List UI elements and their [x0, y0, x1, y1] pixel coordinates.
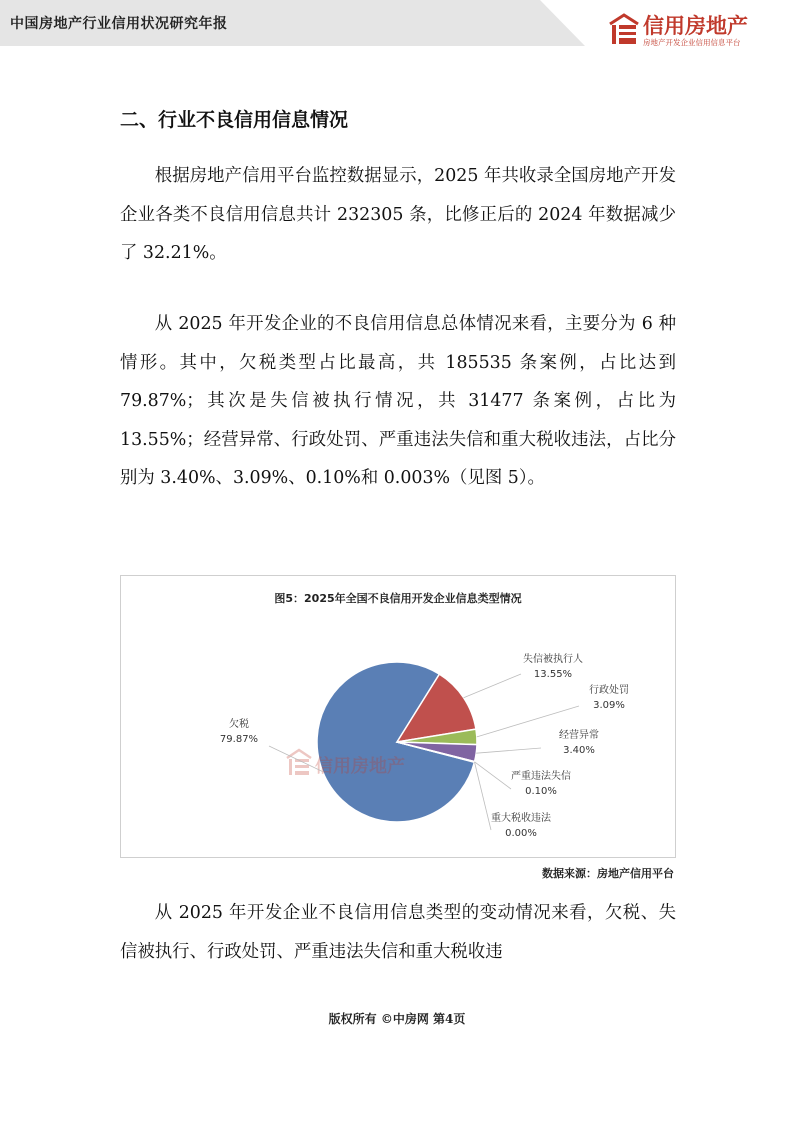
section-title: 二、行业不良信用信息情况	[120, 109, 349, 131]
logo-name: 信用房地产	[643, 14, 748, 38]
paragraph-2: 从 2025 年开发企业的不良信用信息总体情况来看，主要分为 6 种情形。其中，欠税类型占比最高，共 185535 条案例，占比达到 79.87%；其次是失信被执行情况，共 31477 条案例，占比为 13.55%；经营异常、行政处罚、严重违法失信和重大税收违法，占比分别为 3.40%、3.09%、0.10%和 0.003%（见图 5）。	[120, 314, 676, 488]
slice-name-label-2: 失信被执行人	[523, 654, 583, 665]
slice-value-label-5: 0.10%	[525, 786, 557, 797]
slice-name-label-6: 重大税收违法	[491, 813, 551, 824]
data-source: 数据来源：房地产信用平台	[542, 867, 674, 880]
chart-watermark: 信用房地产	[315, 756, 405, 777]
paragraph-1: 根据房地产信用平台监控数据显示，2025 年共收录全国房地产开发企业各类不良信用信息共计 232305 条，比修正后的 2024 年数据减少了 32.21%。	[120, 166, 676, 263]
slice-value-label-4: 3.40%	[563, 745, 595, 756]
slice-name-label-4: 经营异常	[559, 730, 599, 741]
chart-title: 图5：2025年全国不良信用开发企业信息类型情况	[274, 592, 522, 605]
slice-value-label-1: 79.87%	[219, 734, 259, 745]
slice-name-label-3: 行政处罚	[589, 685, 629, 696]
page-footer: 版权所有 ©中房网 第4页	[328, 1012, 466, 1026]
leader-line-2	[464, 674, 521, 698]
paragraph-3: 从 2025 年开发企业不良信用信息类型的变动情况来看，欠税、失信被执行、行政处罚、严重违法失信和重大税收违	[120, 903, 676, 962]
leader-line-4	[476, 748, 541, 753]
page-header	[0, 0, 794, 46]
pie-chart	[121, 576, 677, 859]
watermark-logo-icon	[287, 750, 311, 775]
figure-5	[120, 575, 676, 858]
building-logo-icon	[607, 12, 641, 46]
slice-value-label-2: 13.55%	[533, 669, 573, 680]
header-title: 中国房地产行业信用状况研究年报	[10, 16, 228, 32]
slice-value-label-6: 0.00%	[505, 828, 537, 839]
logo-subtitle: 房地产开发企业信用信息平台	[643, 38, 741, 47]
slice-name-label-5: 严重违法失信	[511, 771, 571, 782]
slice-name-label-1: 欠税	[229, 719, 249, 730]
slice-value-label-3: 3.09%	[593, 700, 625, 711]
brand-logo	[607, 8, 787, 48]
